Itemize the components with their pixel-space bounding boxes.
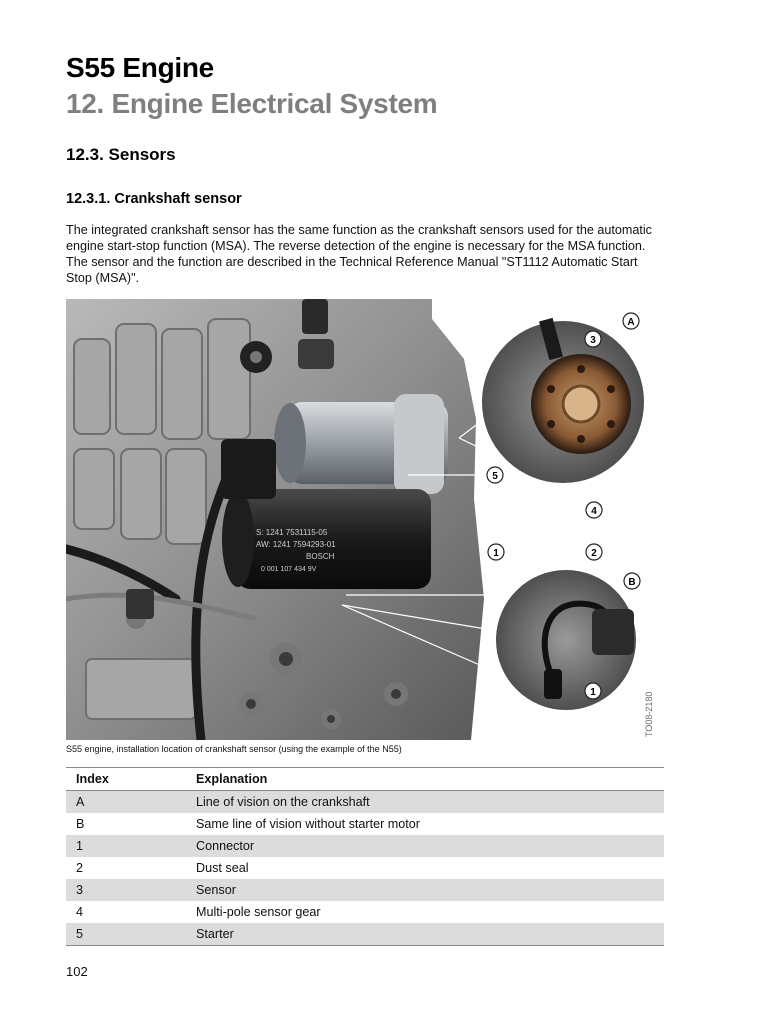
starter-label-3: BOSCH [306,552,335,561]
pipe-clamp [126,589,154,619]
svg-text:1: 1 [590,687,596,698]
callout-4 [586,502,602,518]
legend-header-row [66,768,664,791]
chapter-title: 12. Engine Electrical System [66,88,438,119]
figure-caption: S55 engine, installation location of crankshaft sensor (using the example of the N55) [66,744,402,754]
svg-text:A: A [627,317,635,328]
callout-a [623,313,639,329]
image-code: TO08-2180 [644,691,654,737]
table-row [66,835,664,857]
subsection-title: 12.3.1. Crankshaft sensor [66,191,242,207]
starter-label-1: S: 1241 7531115-05 [256,528,328,537]
legend-explanation: Multi-pole sensor gear [196,905,321,919]
legend-explanation: Dust seal [196,861,249,875]
starter-label-2: AW: 1241 7594293-01 [256,540,336,549]
legend-explanation: Sensor [186,879,664,901]
table-row [66,901,664,923]
legend-table [66,767,664,946]
callout-2 [586,544,602,560]
svg-text:3: 3 [590,335,596,346]
dust-seal [592,609,634,655]
legend-index: 3 [66,879,186,901]
sensor-connector [544,669,562,699]
legend-explanation: Connector [186,835,664,857]
inset-b-sensor-view [495,569,637,711]
table-row [66,923,664,946]
document-title: S55 Engine [66,52,214,83]
starter-solenoid [274,394,448,494]
table-row [66,791,664,814]
svg-text:1: 1 [493,548,499,559]
callout-3 [585,331,601,347]
page-number: 102 [66,964,88,979]
legend-explanation: Starter [186,923,664,946]
starter-label-4: 0 001 107 434 9V [261,566,317,573]
svg-text:4: 4 [591,506,597,517]
svg-text:B: B [628,577,636,588]
starter-motor [222,489,431,589]
callout-b [624,573,640,589]
body-paragraph: The integrated crankshaft sensor has the same function as the crankshaft sensors used for the automatic engine start-stop function (MSA). The reverse detection of the engine is necessary for the MSA function. The sensor and the function are described in the Technical Reference Manual "ST1112 Automatic Start Stop (MSA)". [66,223,652,285]
legend-index: B [76,817,85,831]
legend-header-explanation: Explanation [186,768,664,791]
svg-text:2: 2 [591,548,597,559]
connector-plug [221,439,276,499]
legend-index: 1 [66,835,186,857]
legend-index: 5 [66,923,186,946]
legend-index: 4 [76,905,84,919]
legend-index: 2 [76,861,84,875]
table-row [66,879,664,901]
table-row [66,813,664,835]
legend-explanation: Same line of vision without starter motor [196,817,420,831]
callout-5 [487,467,503,483]
legend-index: A [66,791,186,814]
callout-1 [488,544,504,560]
svg-text:5: 5 [492,471,498,482]
section-title: 12.3. Sensors [66,145,176,164]
engine-figure [66,299,663,740]
legend-header-index: Index [66,768,186,791]
table-row [66,857,664,879]
callout-1-inset [585,683,601,699]
legend-explanation: Line of vision on the crankshaft [186,791,664,814]
engine-illustration [66,299,663,740]
inset-a-crankshaft-view [481,318,645,484]
